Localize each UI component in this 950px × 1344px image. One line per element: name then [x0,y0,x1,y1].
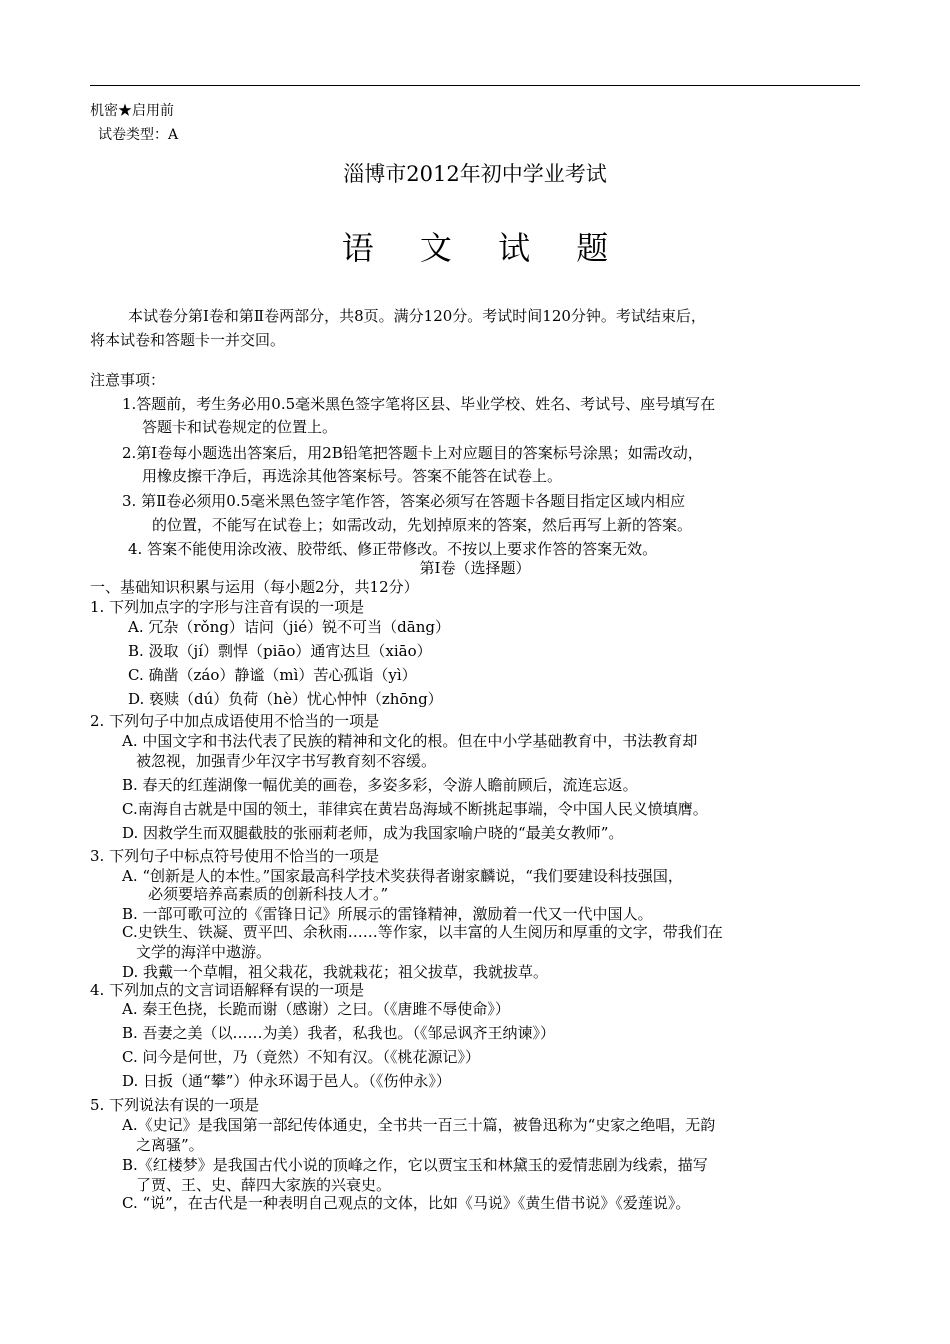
question-option: D. 我戴一个草帽，祖父栽花，我就栽花；祖父拔草，我就拔草。 [122,963,549,981]
question-option: D. 因救学生而双腿截肢的张丽莉老师，成为我国家喻户晓的“最美女教师”。 [122,824,624,842]
exam-subtitle: 淄博市2012年初中学业考试 [343,162,607,186]
question-option: C.南海自古就是中国的领土，菲律宾在黄岩岛海域不断挑起事端，令中国人民义愤填膺。 [122,800,708,818]
question-option: B. 春天的红莲湖像一幅优美的画卷，多姿多彩，令游人瞻前顾后，流连忘返。 [122,776,638,794]
part-heading: 一、基础知识积累与运用（每小题2分，共12分） [90,578,419,596]
question-option: 了贾、王、史、薛四大家族的兴衰史。 [136,1176,392,1194]
question-stem: 4. 下列加点的文言词语解释有误的一项是 [90,981,365,999]
question-option: B.《红楼梦》是我国古代小说的顶峰之作，它以贾宝玉和林黛玉的爱情悲剧为线索，描写 [122,1156,708,1174]
paper-type-label: 试卷类型：A [98,127,179,143]
note-line: 答题卡和试卷规定的位置上。 [142,418,338,436]
question-option: A. 中国文字和书法代表了民族的精神和文化的根。但在中小学基础教育中，书法教育却 [122,732,698,750]
question-option: C.史铁生、铁凝、贾平凹、余秋雨……等作家，以丰富的人生阅历和厚重的文字，带我们在 [122,923,723,941]
question-stem: 5. 下列说法有误的一项是 [90,1096,260,1114]
section-title: 第Ⅰ卷（选择题） [419,559,531,577]
question-option: B. 一部可歌可泣的《雷锋日记》所展示的雷锋精神，激励着一代又一代中国人。 [122,905,653,923]
question-option: B. 吾妻之美（以……为美）我者，私我也。（《邹忌讽齐王纳谏》） [122,1024,556,1042]
exam-title: 语 文 试 题 [341,229,627,267]
note-line: 2.第Ⅰ卷每小题选出答案后，用2B铅笔把答题卡上对应题目的答案标号涂黑；如需改动， [122,444,703,462]
question-option: D. 日扳（通“攀”）仲永环谒于邑人。（《伤仲永》） [122,1072,451,1090]
question-option: A. 冗杂（rǒng）诘问（jié）锐不可当（dāng） [128,618,450,636]
confidential-label: 机密★启用前 [90,103,174,119]
question-option: 文学的海洋中遨游。 [136,943,272,961]
note-line: 4. 答案不能使用涂改液、胶带纸、修正带修改。不按以上要求作答的答案无效。 [128,540,658,558]
intro-line: 本试卷分第Ⅰ卷和第Ⅱ卷两部分，共8页。满分120分。考试时间120分钟。考试结束后， [128,307,706,325]
question-option: C. “说”，在古代是一种表明自己观点的文体，比如《马说》《黄生借书说》《爱莲说》。 [122,1194,691,1212]
question-stem: 1. 下列加点字的字形与注音有误的一项是 [90,598,365,616]
note-line: 的位置，不能写在试卷上；如需改动，先划掉原来的答案，然后再写上新的答案。 [152,516,693,534]
top-rule [90,85,860,86]
note-line: 用橡皮擦干净后，再选涂其他答案标号。答案不能答在试卷上。 [142,467,563,485]
intro-line: 将本试卷和答题卡一并交回。 [90,331,286,349]
question-option: A. 秦王色挠，长跪而谢（感谢）之曰。（《唐雎不辱使命》） [122,1000,510,1018]
note-line: 1.答题前，考生务必用0.5毫米黑色签字笔将区县、毕业学校、姓名、考试号、座号填写在 [122,395,716,413]
question-option: A. “创新是人的本性。”国家最高科学技术奖获得者谢家麟说，“我们要建设科技强国， [122,867,683,885]
notes-heading: 注意事项： [90,371,166,389]
question-stem: 3. 下列句子中标点符号使用不恰当的一项是 [90,847,380,865]
question-option: 之离骚”。 [136,1136,204,1154]
question-option: D. 亵赎（dú）负荷（hè）忧心忡忡（zhōng） [128,690,443,708]
question-option: 必须要培养高素质的创新科技人才。” [148,885,389,903]
question-option: C. 问今是何世，乃（竟然）不知有汉。（《桃花源记》） [122,1048,480,1066]
question-stem: 2. 下列句子中加点成语使用不恰当的一项是 [90,712,380,730]
question-option: C. 确凿（záo）静谧（mì）苦心孤诣（yì） [128,666,417,684]
question-option: 被忽视，加强青少年汉字书写教育刻不容缓。 [136,752,437,770]
note-line: 3. 第Ⅱ卷必须用0.5毫米黑色签字笔作答，答案必须写在答题卡各题目指定区域内相应 [122,492,686,510]
question-option: A.《史记》是我国第一部纪传体通史，全书共一百三十篇，被鲁迅称为“史家之绝唱，无韵 [122,1116,716,1134]
question-option: B. 汲取（jí）剽悍（piāo）通宵达旦（xiāo） [128,642,432,660]
